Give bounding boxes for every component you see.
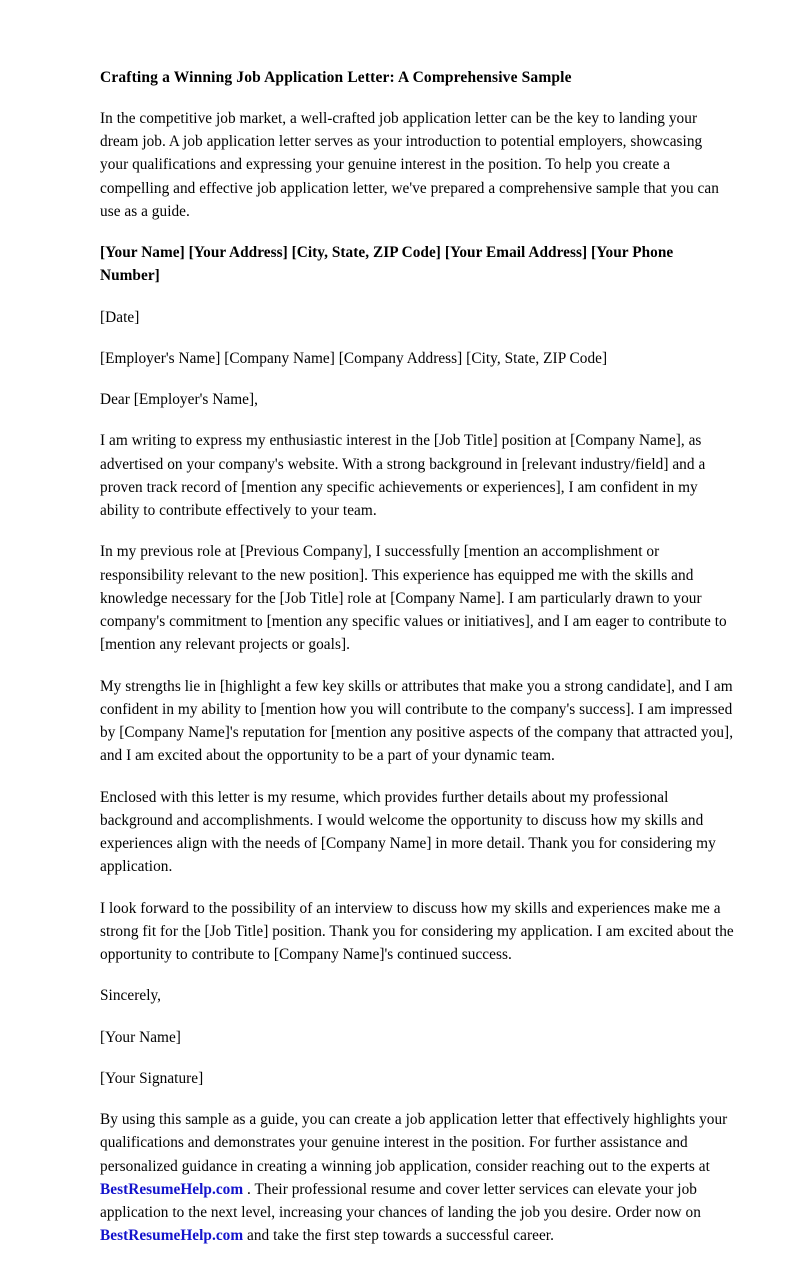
letter-body-paragraph-2: In my previous role at [Previous Company], I successfully [mention an accomplishment or responsibility relevant to the new position]. This experience has equipped me with the skills and knowledge necessary for the [Job Title] role at [Company Name]. I am particularly drawn to your company's commitment to [mention any specific values or initiatives], and I am eager to contribute to [mention any relevant projects or goals]. (100, 543, 727, 654)
footer-text-part-1: By using this sample as a guide, you can create a job application letter that effectively highlights your qualifications and demonstrates your genuine interest in the position. For further assistance and personalized guidance in creating a winning job application, consider reaching out to the experts at (100, 1111, 728, 1175)
bestresumehelp-link-2[interactable]: BestResumeHelp.com (100, 1227, 244, 1245)
footer-promo-paragraph (100, 1108, 734, 1248)
date-line: [Date] (100, 308, 140, 326)
closing-line: Sincerely, (100, 987, 162, 1005)
letter-body-paragraph-1: I am writing to express my enthusiastic interest in the [Job Title] position at [Company Name], as advertised on your company's website. With a strong background in [relevant industry/field] and a proven track record of [mention any specific achievements or experiences], I am confident in my ability to contribute effectively to your team. (100, 432, 706, 520)
letter-body-paragraph-4: Enclosed with this letter is my resume, which provides further details about my professional background and accomplishments. I would welcome the opportunity to discuss how my skills and experiences align with the needs of [Company Name] in more detail. Thank you for considering my application. (100, 788, 716, 876)
footer-text-part-3: and take the first step towards a successful career. (243, 1227, 554, 1245)
letter-body-paragraph-5: I look forward to the possibility of an interview to discuss how my skills and experiences make me a strong fit for the [Job Title] position. Thank you for considering my application. I am excited about the opportunity to contribute to [Company Name]'s continued success. (100, 899, 734, 964)
signature-name-line: [Your Name] (100, 1028, 181, 1046)
footer-text-part-2: . Their professional resume and cover letter services can elevate your job application to the next level, increasing your chances of landing the job you desire. Order now on (100, 1180, 701, 1222)
signature-placeholder-line: [Your Signature] (100, 1069, 204, 1087)
sender-address-block: [Your Name] [Your Address] [City, State, ZIP Code] [Your Email Address] [Your Phone Number] (100, 244, 674, 285)
page-title: Crafting a Winning Job Application Letter: A Comprehensive Sample (100, 69, 572, 86)
document-content (100, 68, 734, 1266)
salutation-line: Dear [Employer's Name], (100, 391, 258, 409)
intro-paragraph: In the competitive job market, a well-crafted job application letter can be the key to landing your dream job. A job application letter serves as your introduction to potential employers, showcasing your qualifications and expressing your genuine interest in the position. To help you create a compelling and effective job application letter, we've prepared a comprehensive sample that you can use as a guide. (100, 109, 719, 220)
letter-body-paragraph-3: My strengths lie in [highlight a few key skills or attributes that make you a strong candidate], and I am confident in my ability to [mention how you will contribute to the company's success]. I am impressed by [Company Name]'s reputation for [mention any positive aspects of the company that attracted you], and I am excited about the opportunity to be a part of your dynamic team. (100, 677, 734, 765)
bestresumehelp-link-1[interactable]: BestResumeHelp.com (100, 1180, 244, 1198)
recipient-address-block: [Employer's Name] [Company Name] [Company Address] [City, State, ZIP Code] (100, 349, 608, 367)
